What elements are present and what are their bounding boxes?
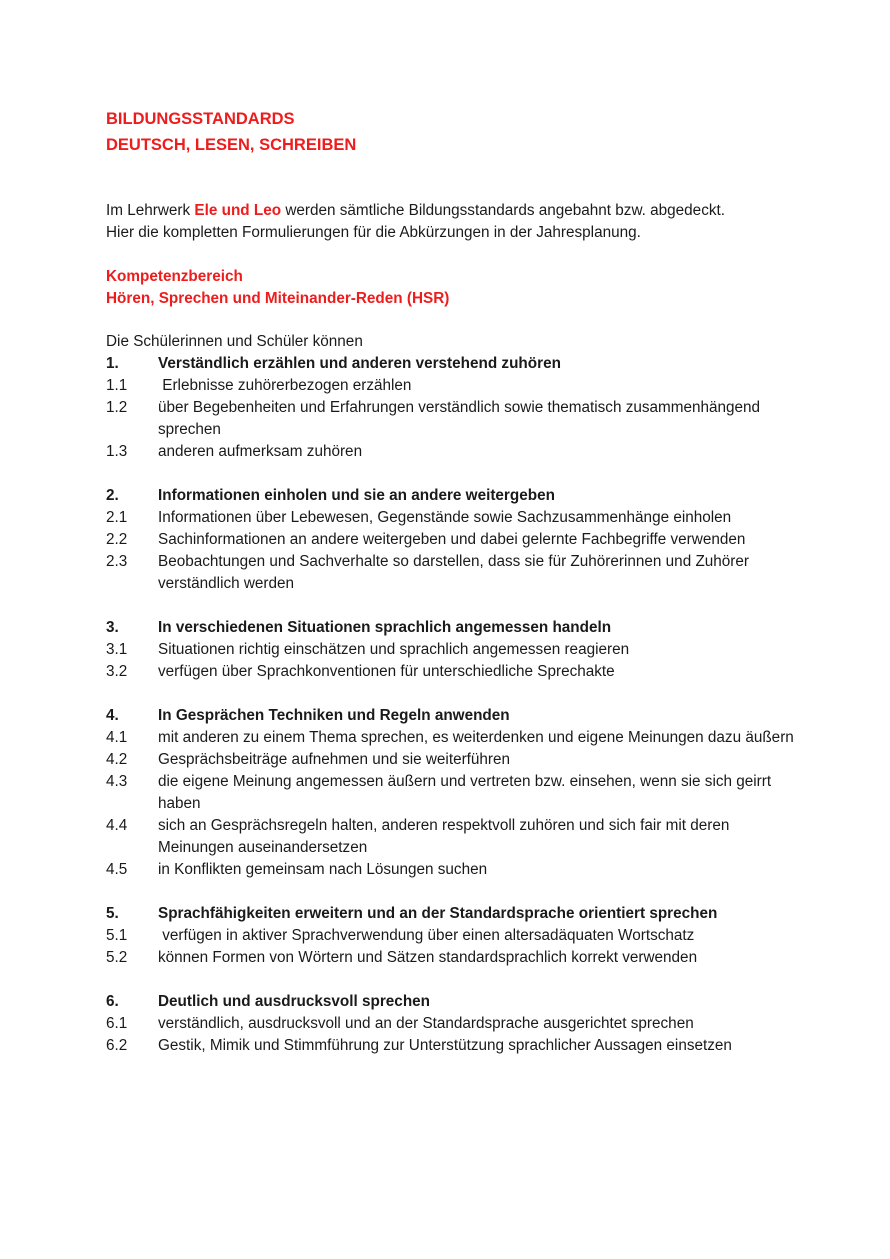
section-heading: [106, 903, 806, 925]
standard-item: [106, 727, 806, 749]
standard-item: [106, 375, 806, 397]
item-text: verfügen in aktiver Sprachverwendung über einen altersadäquaten Wortschatz: [158, 927, 695, 944]
intro-text-pre: Im Lehrwerk: [106, 202, 195, 219]
item-number: 2.3: [106, 553, 128, 570]
section-heading: [106, 353, 806, 375]
item-text: mit anderen zu einem Thema sprechen, es weiterdenken und eigene Meinungen dazu äußern: [158, 729, 794, 746]
section-heading: [106, 485, 806, 507]
item-number: 6.1: [106, 1015, 128, 1032]
section-title: Deutlich und ausdrucksvoll sprechen: [158, 993, 431, 1010]
standard-item: [106, 639, 806, 661]
section-heading: [106, 617, 806, 639]
standard-item: [106, 661, 806, 683]
item-number: 1.1: [106, 377, 128, 394]
standard-item: [106, 1013, 806, 1035]
standard-section: [106, 353, 806, 463]
kompetenzbereich-line-1: Kompetenzbereich: [106, 268, 243, 285]
standard-item: [106, 551, 806, 595]
section-number: 2.: [106, 487, 119, 504]
item-text: anderen aufmerksam zuhören: [158, 443, 363, 460]
item-text: Sachinformationen an andere weitergeben und dabei gelernte Fachbegriffe verwenden: [158, 531, 746, 548]
item-text: Erlebnisse zuhörerbezogen erzählen: [158, 377, 412, 394]
standard-item: [106, 749, 806, 771]
standard-item: [106, 815, 806, 859]
item-number: 4.2: [106, 751, 128, 768]
standard-item: [106, 441, 806, 463]
item-text: verständlich, ausdrucksvoll und an der Standardsprache ausgerichtet sprechen: [158, 1015, 694, 1032]
standard-item: [106, 859, 806, 881]
title-line-2: DEUTSCH, LESEN, SCHREIBEN: [106, 136, 357, 154]
intro-paragraph: [106, 200, 826, 244]
section-title: In verschiedenen Situationen sprachlich angemessen handeln: [158, 619, 612, 636]
section-number: 6.: [106, 993, 119, 1010]
section-title: Sprachfähigkeiten erweitern und an der Standardsprache orientiert sprechen: [158, 905, 718, 922]
standard-item: [106, 507, 806, 529]
item-text: in Konflikten gemeinsam nach Lösungen suchen: [158, 861, 488, 878]
item-number: 6.2: [106, 1037, 128, 1054]
standard-section: [106, 705, 806, 881]
item-number: 2.2: [106, 531, 128, 548]
item-text: die eigene Meinung angemessen äußern und vertreten bzw. einsehen, wenn sie sich geirrt haben: [158, 773, 776, 812]
standards-list: [106, 331, 806, 1079]
section-number: 5.: [106, 905, 119, 922]
item-number: 2.1: [106, 509, 128, 526]
document-title: [106, 106, 356, 158]
kompetenzbereich-line-2: Hören, Sprechen und Miteinander-Reden (HSR): [106, 290, 450, 307]
item-number: 3.1: [106, 641, 128, 658]
item-text: Informationen über Lebewesen, Gegenstände sowie Sachzusammenhänge einholen: [158, 509, 732, 526]
intro-line-2: Hier die kompletten Formulierungen für die Abkürzungen in der Jahresplanung.: [106, 224, 641, 241]
item-text: Situationen richtig einschätzen und sprachlich angemessen reagieren: [158, 641, 630, 658]
standard-section: [106, 485, 806, 595]
item-number: 3.2: [106, 663, 128, 680]
standard-section: [106, 903, 806, 969]
item-number: 4.4: [106, 817, 128, 834]
section-heading: [106, 705, 806, 727]
section-number: 1.: [106, 355, 119, 372]
sections-container: [106, 353, 806, 1057]
item-number: 1.2: [106, 399, 128, 416]
section-title: In Gesprächen Techniken und Regeln anwenden: [158, 707, 510, 724]
section-number: 3.: [106, 619, 119, 636]
standard-item: [106, 947, 806, 969]
kompetenzbereich-heading: [106, 266, 449, 310]
section-title: Verständlich erzählen und anderen verstehend zuhören: [158, 355, 561, 372]
item-text: Gestik, Mimik und Stimmführung zur Unterstützung sprachlicher Aussagen einsetzen: [158, 1037, 732, 1054]
section-heading: [106, 991, 806, 1013]
intro-text-post: werden sämtliche Bildungsstandards angebahnt bzw. abgedeckt.: [281, 202, 725, 219]
item-text: Beobachtungen und Sachverhalte so darstellen, dass sie für Zuhörerinnen und Zuhörer verständlich werden: [158, 553, 754, 592]
section-title: Informationen einholen und sie an andere weitergeben: [158, 487, 555, 504]
item-text: verfügen über Sprachkonventionen für unterschiedliche Sprechakte: [158, 663, 615, 680]
item-number: 5.2: [106, 949, 128, 966]
item-number: 1.3: [106, 443, 128, 460]
item-text: sich an Gesprächsregeln halten, anderen respektvoll zuhören und sich fair mit deren Meinungen auseinandersetzen: [158, 817, 734, 856]
standard-item: [106, 529, 806, 551]
item-text: Gesprächsbeiträge aufnehmen und sie weiterführen: [158, 751, 511, 768]
standard-item: [106, 925, 806, 947]
item-text: über Begebenheiten und Erfahrungen verständlich sowie thematisch zusammenhängend sprechen: [158, 399, 765, 438]
item-number: 4.3: [106, 773, 128, 790]
standard-item: [106, 397, 806, 441]
standard-item: [106, 1035, 806, 1057]
lead-sentence: Die Schülerinnen und Schüler können: [106, 333, 363, 350]
item-number: 4.5: [106, 861, 128, 878]
title-line-1: BILDUNGSSTANDARDS: [106, 110, 295, 128]
standard-section: [106, 617, 806, 683]
item-text: können Formen von Wörtern und Sätzen standardsprachlich korrekt verwenden: [158, 949, 698, 966]
item-number: 5.1: [106, 927, 128, 944]
section-number: 4.: [106, 707, 119, 724]
item-number: 4.1: [106, 729, 128, 746]
standard-item: [106, 771, 806, 815]
intro-highlight: Ele und Leo: [194, 202, 282, 219]
standard-section: [106, 991, 806, 1057]
